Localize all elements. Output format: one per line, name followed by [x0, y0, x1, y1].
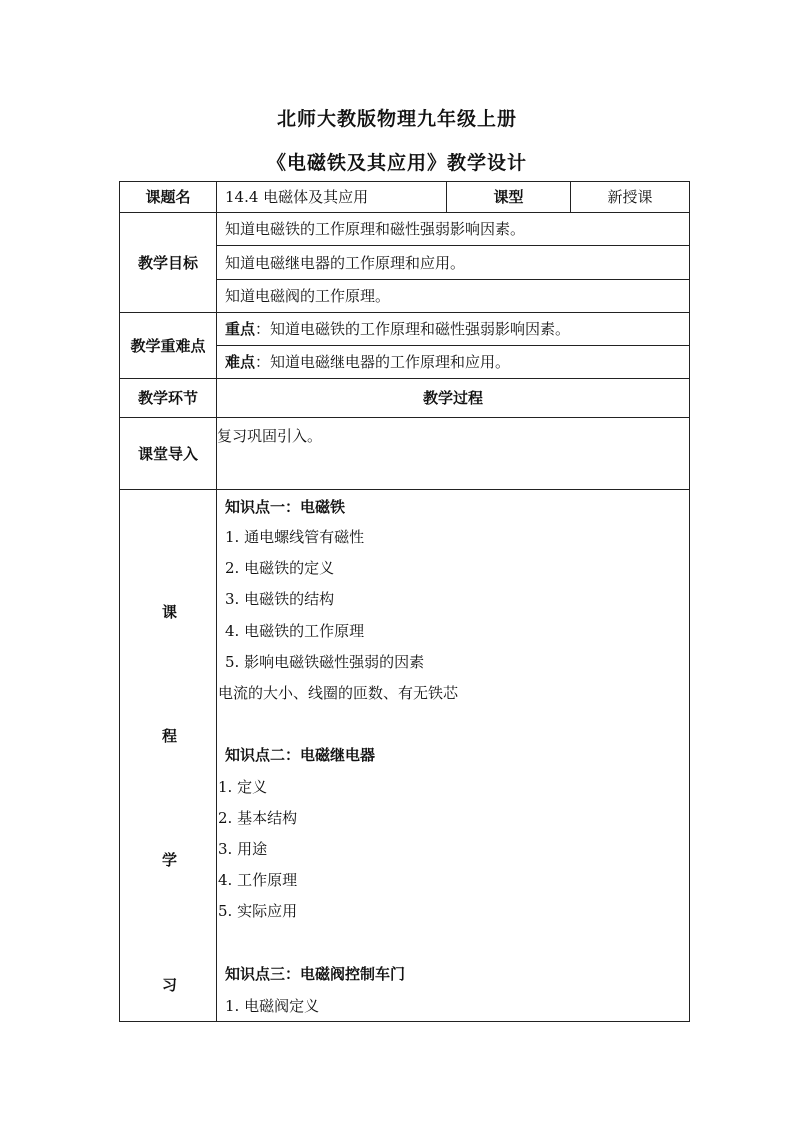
difficult-point-text: ：知道电磁继电器的工作原理和应用。: [255, 353, 511, 371]
knowledge-3-title: 知识点三：电磁阀控制车门: [225, 965, 406, 983]
knowledge-1-item: 2. 电磁铁的定义: [225, 559, 335, 577]
knowledge-2-item: 3. 用途: [218, 840, 268, 858]
stage-header: 教学环节: [119, 378, 217, 418]
course-label-char: 程: [162, 727, 178, 745]
goals-label: 教学目标: [119, 212, 217, 313]
knowledge-3-item: 1. 电磁阀定义: [225, 997, 320, 1015]
knowledge-2-item: 2. 基本结构: [218, 809, 298, 827]
knowledge-1-item: 1. 通电螺线管有磁性: [225, 528, 365, 546]
knowledge-2-item: 4. 工作原理: [218, 871, 298, 889]
difficult-point-row: [216, 345, 690, 379]
course-label-char: 习: [162, 976, 178, 994]
topic-label: 课题名: [119, 181, 217, 213]
lesson-type-label: 课型: [446, 181, 571, 213]
intro-label: 课堂导入: [119, 417, 217, 490]
key-point-prefix: 重点: [225, 320, 256, 338]
goal-item: 知道电磁阀的工作原理。: [216, 279, 690, 313]
process-header: 教学过程: [216, 378, 690, 418]
knowledge-1-title: 知识点一：电磁铁: [225, 498, 346, 516]
difficult-point-prefix: 难点: [225, 353, 256, 371]
key-point-row: [216, 312, 690, 346]
lesson-type-value: 新授课: [570, 181, 690, 213]
goal-item: 知道电磁继电器的工作原理和应用。: [216, 245, 690, 280]
knowledge-2-item: 5. 实际应用: [218, 902, 298, 920]
intro-cell: [216, 417, 690, 490]
knowledge-1-item: 4. 电磁铁的工作原理: [225, 622, 365, 640]
knowledge-2-item: 1. 定义: [218, 778, 268, 796]
intro-text: 复习巩固引入。: [217, 427, 323, 445]
key-points-label: 教学重难点: [119, 312, 217, 379]
doc-title-line1: 北师大教版物理九年级上册: [276, 108, 517, 130]
course-label-cell: [119, 489, 217, 1022]
topic-value: 14.4 电磁体及其应用: [216, 181, 447, 213]
knowledge-2-title: 知识点二：电磁继电器: [225, 746, 376, 764]
goal-item: 知道电磁铁的工作原理和磁性强弱影响因素。: [216, 212, 690, 246]
key-point-text: ：知道电磁铁的工作原理和磁性强弱影响因素。: [255, 320, 571, 338]
knowledge-1-item: 5. 影响电磁铁磁性强弱的因素: [225, 653, 425, 671]
course-label-char: 课: [162, 603, 178, 621]
knowledge-1-item: 3. 电磁铁的结构: [225, 590, 335, 608]
knowledge-1-note: 电流的大小、线圈的匝数、有无铁芯: [218, 684, 459, 702]
doc-title-line2: 《电磁铁及其应用》教学设计: [266, 152, 527, 174]
course-label-char: 学: [162, 851, 178, 869]
